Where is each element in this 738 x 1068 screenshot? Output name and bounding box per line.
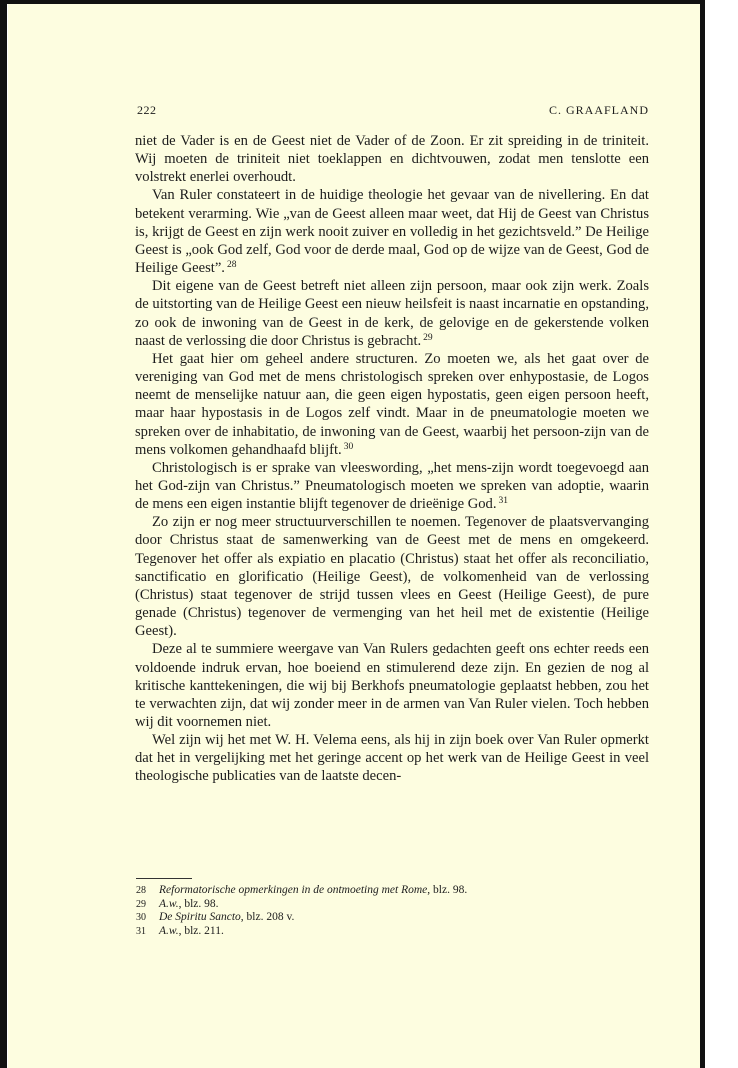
footnote-ref: 28	[226, 260, 237, 271]
footnote-divider	[136, 878, 192, 879]
footnote-citation: , blz. 98.	[427, 884, 468, 896]
paragraph: Dit eigene van de Geest betreft niet alleen zijn persoon, maar ook zijn werk. Zoals de uitstorting van de Heilige Geest een nieuw heilsfeit is naast incarnatie en opstanding, zo ook de inwoning van de Geest in de kerk, de gelovige en de gekerstende volken naast de verlossing die door Christus is gebracht. $^{29}$	[135, 278, 649, 349]
page-number: 222	[137, 103, 157, 117]
footnote-citation: , blz. 211.	[178, 924, 224, 937]
footnote	[135, 911, 649, 925]
book-page	[8, 4, 700, 1068]
footnote-title: De Spiritu Sancto	[159, 911, 241, 924]
footnote-title: A.w.	[159, 924, 179, 937]
footnote-ref: 30	[343, 441, 354, 452]
footnote	[135, 898, 649, 912]
paragraph: Het gaat hier om geheel andere structuren. Zo moeten we, als het gaat over de vereniging van God met de mens christologisch spreken over enhypostasie, de Logos neemt de menselijke natuur aan, die geen eigen hypostatis, geen eigen persoon heeft, maar haar hypostasis in de Logos zelf vindt. Maar in de pneumatologie moeten we spreken over de inhabitatio, de inwoning van de Geest, waarbij het persoon-zijn van de mens volkomen gehandhaafd blijft. $^{30}$	[135, 350, 649, 458]
footnote-title: A.w.	[159, 897, 179, 910]
paragraph: niet de Vader is en de Geest niet de Vader of de Zoon. Er zit spreiding in de triniteit. Wij moeten de triniteit niet toeklappen en dichtvouwen, zodat men tenslotte een volstrekt enerlei overhoudt.	[135, 133, 649, 186]
footnote-title: Reformatorische opmerkingen in de ontmoeting met Rome	[159, 884, 428, 896]
paragraph: Deze al te summiere weergave van Van Rulers gedachten geeft ons echter reeds een voldoende indruk ervan, hoe boeiend en stimulerend deze zijn. En gezien de nog al kritische kanttekeningen, die wij bij Berkhofs pneumatologie geplaatst hebben, zou het te verwachten zijn, dat wij zonder meer in de armen van Van Ruler vielen. Toch hebben wij dit voornemen niet.	[135, 641, 649, 730]
paragraph: Zo zijn er nog meer structuurverschillen te noemen. Tegenover de plaatsvervanging door Christus staat de samenwerking van de Geest met de mens en omgekeerd. Tegenover het offer als expiatio en placatio (Christus) staat het offer als reconciliatio, sanctificatio en glorificatio (Heilige Geest), de volkomenheid van de verlossing (Christus) staat tegenover de strijd tussen vlees en Geest (Heilige Geest), de pure genade (Christus) tegenover de vermenging van het heil met de existentie (Heilige Geest).	[135, 514, 649, 640]
scan-border-left	[0, 0, 7, 1068]
scan-border-right	[700, 0, 705, 1068]
footnotes	[135, 884, 649, 938]
running-head-author: C. GRAAFLAND	[548, 103, 649, 117]
page-header	[135, 103, 649, 119]
footnote-number: 29	[136, 898, 146, 910]
body-text	[135, 132, 649, 786]
footnote-number: 30	[136, 912, 146, 924]
footnote	[135, 925, 649, 939]
footnote-number: 28	[136, 885, 146, 896]
footnote-ref: 31	[498, 496, 508, 507]
footnote-number: 31	[136, 925, 146, 937]
footnote	[135, 884, 649, 898]
footnote-ref: 29	[423, 332, 433, 343]
scan-border-top	[4, 0, 701, 4]
paragraph: Wel zijn wij het met W. H. Velema eens, als hij in zijn boek over Van Ruler opmerkt dat het in vergelijking met het geringe accent op het werk van de Heilige Geest in veel theologische publicaties van de laatste decen-	[135, 732, 649, 785]
paragraph: Christologisch is er sprake van vleeswording, „het mens-zijn wordt toegevoegd aan het God-zijn van Christus.” Pneumatologisch moeten we spreken van adoptie, waarin de mens een eigen instantie blijft tegenover de drieënige God. $^{31}$	[135, 459, 649, 513]
footnote-citation: , blz. 208 v.	[240, 911, 295, 924]
footnote-citation: , blz. 98.	[178, 897, 219, 910]
paragraph: Van Ruler constateert in de huidige theologie het gevaar van de nivellering. En dat betekent verarming. Wie „van de Geest alleen maar weet, dat Hij de Geest van Christus is, krijgt de Geest en zijn werk nooit zuiver en volledig in het gezichtsveld.” De Heilige Geest is „ook God zelf, God voor de derde maal, God op de wijze van de Geest, God de Heilige Geest”. $^{28}$	[135, 187, 649, 277]
